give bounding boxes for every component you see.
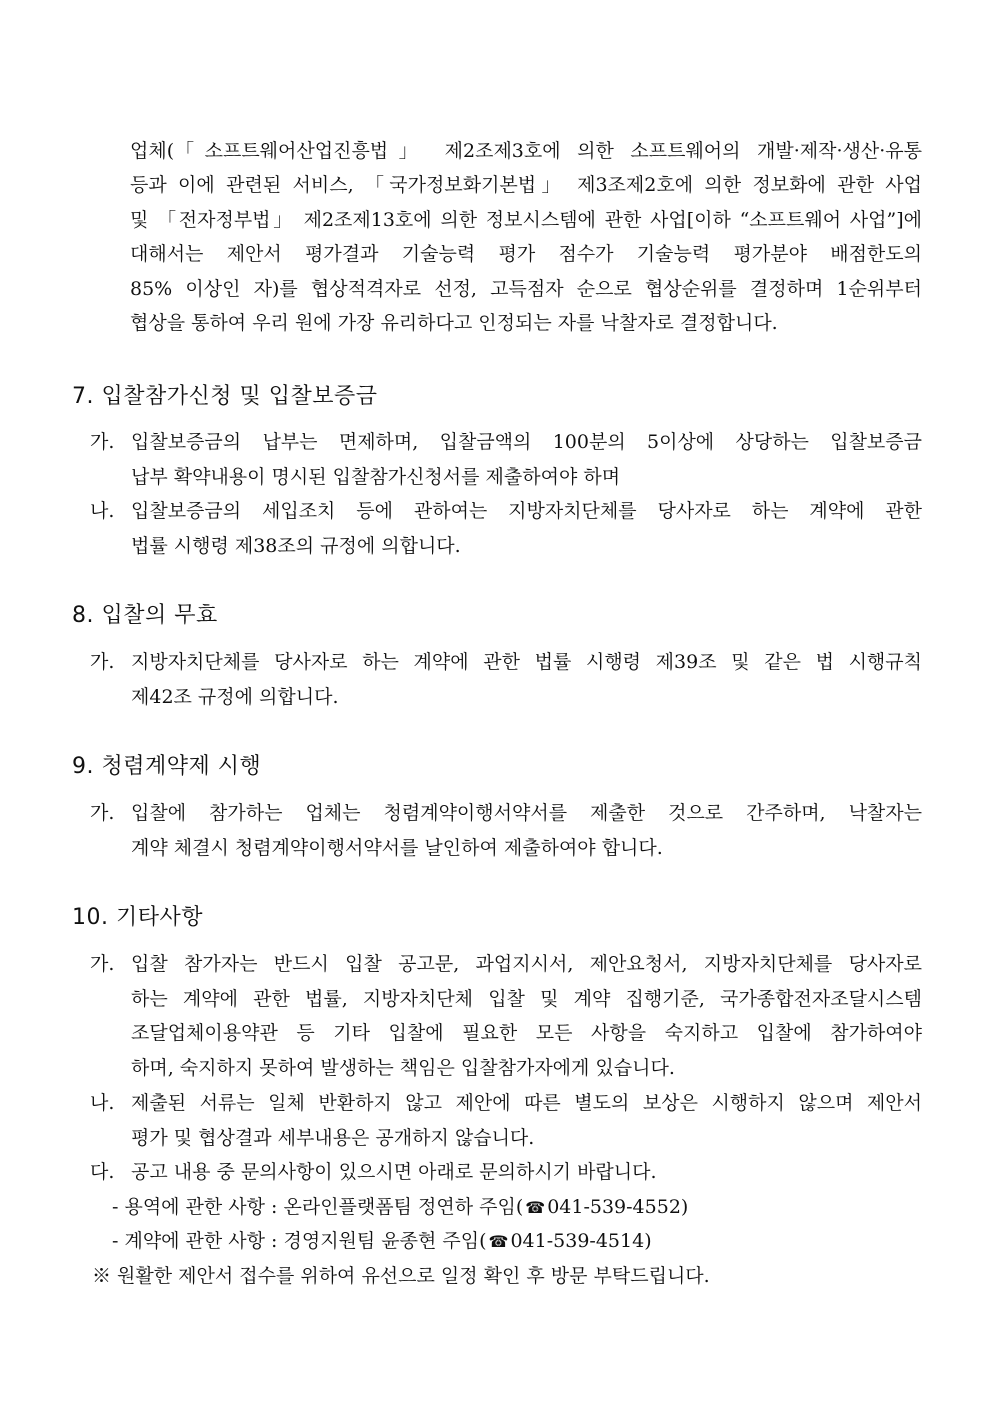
item-body [131, 796, 922, 865]
contact-service [112, 1190, 688, 1225]
section-10-item-na [90, 1086, 922, 1155]
section-9-item-ga [90, 796, 922, 865]
item-line: 하며, 숙지하지 못하여 발생하는 책임은 입찰참가자에게 있습니다. [131, 1056, 675, 1079]
section-7-item-ga [90, 425, 922, 494]
section-10-item-da [90, 1155, 922, 1190]
item-line: 입찰에 참가하는 업체는 청렴계약이행서약서를 제출한 것으로 간주하며, 낙찰자는 [131, 802, 922, 824]
contact-phone: 041-539-4514 [510, 1230, 645, 1252]
section-7-item-na [90, 494, 922, 563]
item-line: 조달업체이용약관 등 기타 입찰에 필요한 모든 사항을 숙지하고 입찰에 참가하여야 [131, 1022, 922, 1045]
item-line: 법률 시행령 제38조의 규정에 의합니다. [131, 534, 461, 557]
section-10-heading: 10. 기타사항 [72, 905, 203, 930]
item-body [131, 494, 922, 563]
item-body [131, 1086, 922, 1155]
item-line: 납부 확약내용이 명시된 입찰참가신청서를 제출하여야 하며 [131, 465, 621, 488]
contact-label: - 용역에 관한 사항 : 온라인플랫폼팀 정연하 주임( [112, 1196, 524, 1218]
item-line: 하는 계약에 관한 법률, 지방자치단체 입찰 및 계약 집행기준, 국가종합전자조달시스템 [131, 987, 922, 1010]
item-line: 입찰보증금의 세입조치 등에 관하여는 지방자치단체를 당사자로 하는 계약에 관한 [131, 500, 922, 522]
item-marker: 다. [90, 1161, 115, 1183]
item-marker: 나. [90, 1092, 115, 1114]
item-body [131, 645, 922, 714]
section-8-heading: 8. 입찰의 무효 [72, 603, 218, 628]
section-9-heading: 9. 청렴계약제 시행 [72, 754, 262, 779]
item-line: 입찰 참가자는 반드시 입찰 공고문, 과업지시서, 제안요청서, 지방자치단체를 당사자로 [131, 953, 922, 975]
item-marker: 가. [90, 651, 115, 673]
item-body [131, 947, 922, 1085]
item-line: 공고 내용 중 문의사항이 있으시면 아래로 문의하시기 바랍니다. [131, 1161, 657, 1183]
closing-note: ※ 원활한 제안서 접수를 위하여 유선으로 일정 확인 후 방문 부탁드립니다. [92, 1265, 710, 1287]
intro-line: 등과 이에 관련된 서비스, 「국가정보화기본법」 제3조제2호에 의한 정보화에 관한 사업 [130, 174, 922, 197]
intro-line: 85% 이상인 자)를 협상적격자로 선정, 고득점자 순으로 협상순위를 결정하며 1순위부터 [130, 277, 922, 300]
intro-line: 업체(「소프트웨어산업진흥법」 제2조제3호에 의한 소프트웨어의 개발·제작·생산·유통 [130, 140, 922, 162]
item-body [131, 425, 922, 494]
contact-suffix: ) [680, 1196, 689, 1218]
item-marker: 가. [90, 802, 115, 824]
item-marker: 가. [90, 953, 115, 975]
telephone-icon: ☎ [488, 1232, 509, 1251]
item-line: 제출된 서류는 일체 반환하지 않고 제안에 따른 별도의 보상은 시행하지 않으며 제안서 [131, 1092, 922, 1114]
contact-phone: 041-539-4552 [547, 1196, 681, 1218]
section-10-item-ga [90, 947, 922, 1085]
item-marker: 나. [90, 500, 115, 522]
intro-paragraph [130, 134, 922, 340]
contact-contract [112, 1224, 652, 1259]
intro-line: 대해서는 제안서 평가결과 기술능력 평가 점수가 기술능력 평가분야 배점한도의 [130, 243, 922, 266]
item-line: 평가 및 협상결과 세부내용은 공개하지 않습니다. [131, 1126, 535, 1149]
intro-line: 및 「전자정부법」 제2조제13호에 의한 정보시스템에 관한 사업[이하 “소프트웨어 사업”]에 [130, 208, 922, 231]
item-marker: 가. [90, 431, 115, 453]
section-7-heading: 7. 입찰참가신청 및 입찰보증금 [72, 384, 378, 409]
telephone-icon: ☎ [525, 1198, 546, 1217]
intro-line: 협상을 통하여 우리 원에 가장 유리하다고 인정되는 자를 낙찰자로 결정합니다. [130, 312, 778, 335]
item-line: 계약 체결시 청렴계약이행서약서를 날인하여 제출하여야 합니다. [131, 836, 663, 859]
item-line: 입찰보증금의 납부는 면제하며, 입찰금액의 100분의 5이상에 상당하는 입찰보증금 [131, 431, 922, 453]
item-body [131, 1155, 922, 1190]
contact-label: - 계약에 관한 사항 : 경영지원팀 윤종현 주임( [112, 1230, 487, 1252]
section-8-item-ga [90, 645, 922, 714]
contact-suffix: ) [644, 1230, 652, 1252]
item-line: 제42조 규정에 의합니다. [131, 685, 339, 708]
item-line: 지방자치단체를 당사자로 하는 계약에 관한 법률 시행령 제39조 및 같은 법 시행규칙 [131, 651, 922, 673]
